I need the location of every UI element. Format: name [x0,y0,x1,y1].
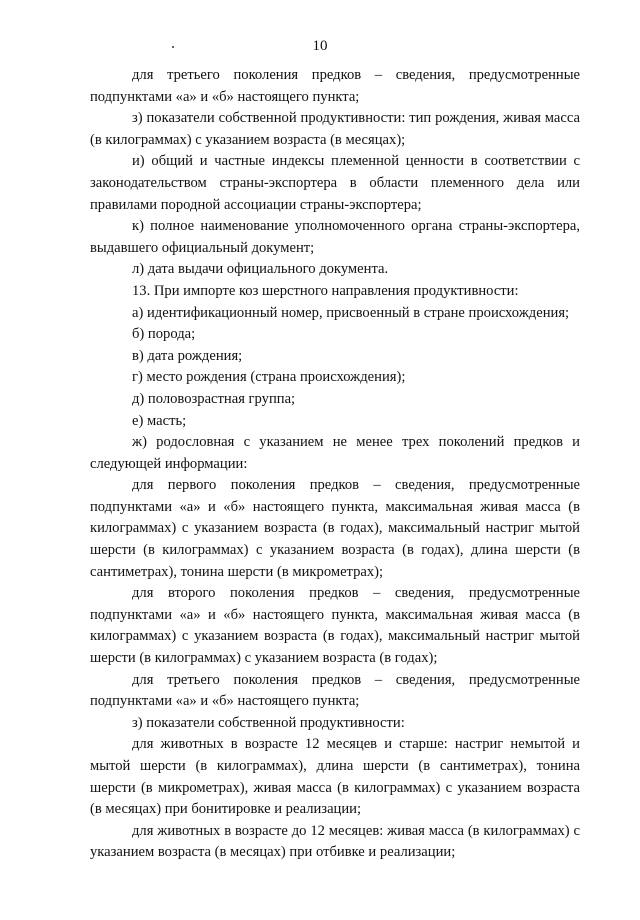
paragraph: з) показатели собственной продуктивности: [132,714,405,731]
paragraph: ж) родословная с указанием не менее трех поколений предков и следующей информации: [90,434,580,472]
paragraph: для третьего поколения предков – сведения, предусмотренные подпунктами «а» и «б» настоящего пункта; [90,67,580,105]
section-heading: 13. При импорте коз шерстного направления продуктивности: [132,282,519,299]
paragraph: з) показатели собственной продуктивности: тип рождения, живая масса (в килограммах) с указанием возраста (в месяцах); [90,110,580,148]
paragraph: а) идентификационный номер, присвоенный в стране происхождения; [132,304,570,321]
paragraph: для третьего поколения предков – сведения, предусмотренные подпунктами «а» и «б» настоящего пункта; [90,671,580,710]
paragraph: б) порода; [132,326,196,343]
paragraph: г) место рождения (страна происхождения); [132,369,406,386]
paragraph: для животных в возрасте 12 месяцев и старше: настриг немытой и мытой шерсти (в килограммах), длина шерсти (в сантиметрах), тонина шерсти (в микрометрах), живая масса (в килограммах) с указанием возраста (в месяцах) при бонитировке и реализации; [90,736,580,818]
paragraph: в) дата рождения; [132,347,243,364]
paragraph: д) половозрастная группа; [132,390,296,407]
paragraph: для животных в возрасте до 12 месяцев: живая масса (в килограммах) с указанием возраста (в месяцах) при отбивке и реализации; [90,822,580,861]
paragraph: е) масть; [132,412,187,429]
paragraph: для первого поколения предков – сведения, предусмотренные подпунктами «а» и «б» настоящего пункта, максимальная живая масса (в килограммах) с указанием возраста (в годах), максимальный настриг мытой шерсти (в килограммах) с указанием возраста (в годах), длина шерсти (в сантиметрах), тонина шерсти (в микрометрах); [90,477,580,580]
paragraph: и) общий и частные индексы племенной ценности в соответствии с законодательством страны-экспортера в области племенного дела или правилами породной ассоциации страны-экспортера; [90,153,580,213]
paragraph: к) полное наименование уполномоченного органа страны-экспортера, выдавшего официальный документ; [90,218,580,256]
page-number: 10 [312,38,328,54]
paragraph: л) дата выдачи официального документа. [132,261,389,278]
document-body [90,65,580,864]
paragraph: для второго поколения предков – сведения, предусмотренные подпунктами «а» и «б» настоящего пункта, максимальная живая масса (в килограммах) с указанием возраста (в годах), максимальный настриг мытой шерсти (в килограммах) с указанием возраста (в годах); [90,585,580,667]
